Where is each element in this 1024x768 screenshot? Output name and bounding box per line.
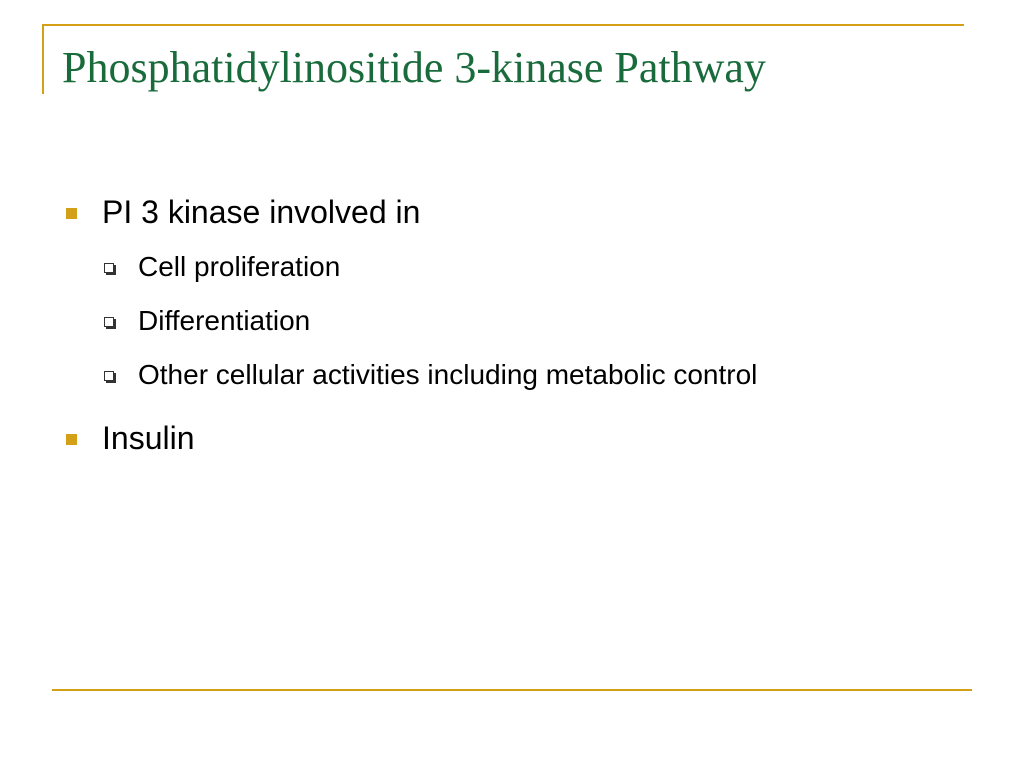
- bullet-item: [60, 188, 757, 236]
- bullet-item: [60, 414, 757, 462]
- sub-bullet-text: Other cellular activities including metabolic control: [138, 359, 758, 390]
- sub-bullet-text: Cell proliferation: [138, 251, 341, 282]
- bullet-text: PI 3 kinase involved in: [102, 194, 421, 230]
- sub-bullet-item: [60, 348, 757, 402]
- sub-bullet-text: Differentiation: [138, 305, 311, 336]
- hollow-square-bullet-icon: [104, 263, 114, 273]
- sub-bullet-list: [60, 240, 757, 402]
- title-vertical-rule: [42, 24, 44, 94]
- title-horizontal-rule: [42, 24, 964, 26]
- hollow-square-bullet-icon: [104, 371, 114, 381]
- sub-bullet-item: [60, 294, 757, 348]
- filled-square-bullet-icon: [66, 434, 77, 445]
- slide-content: [60, 188, 757, 462]
- bullet-text: Insulin: [102, 420, 195, 456]
- hollow-square-bullet-icon: [104, 317, 114, 327]
- sub-bullet-item: [60, 240, 757, 294]
- footer-rule: [52, 689, 972, 691]
- filled-square-bullet-icon: [66, 208, 77, 219]
- slide-title: Phosphatidylinositide 3-kinase Pathway: [62, 43, 766, 92]
